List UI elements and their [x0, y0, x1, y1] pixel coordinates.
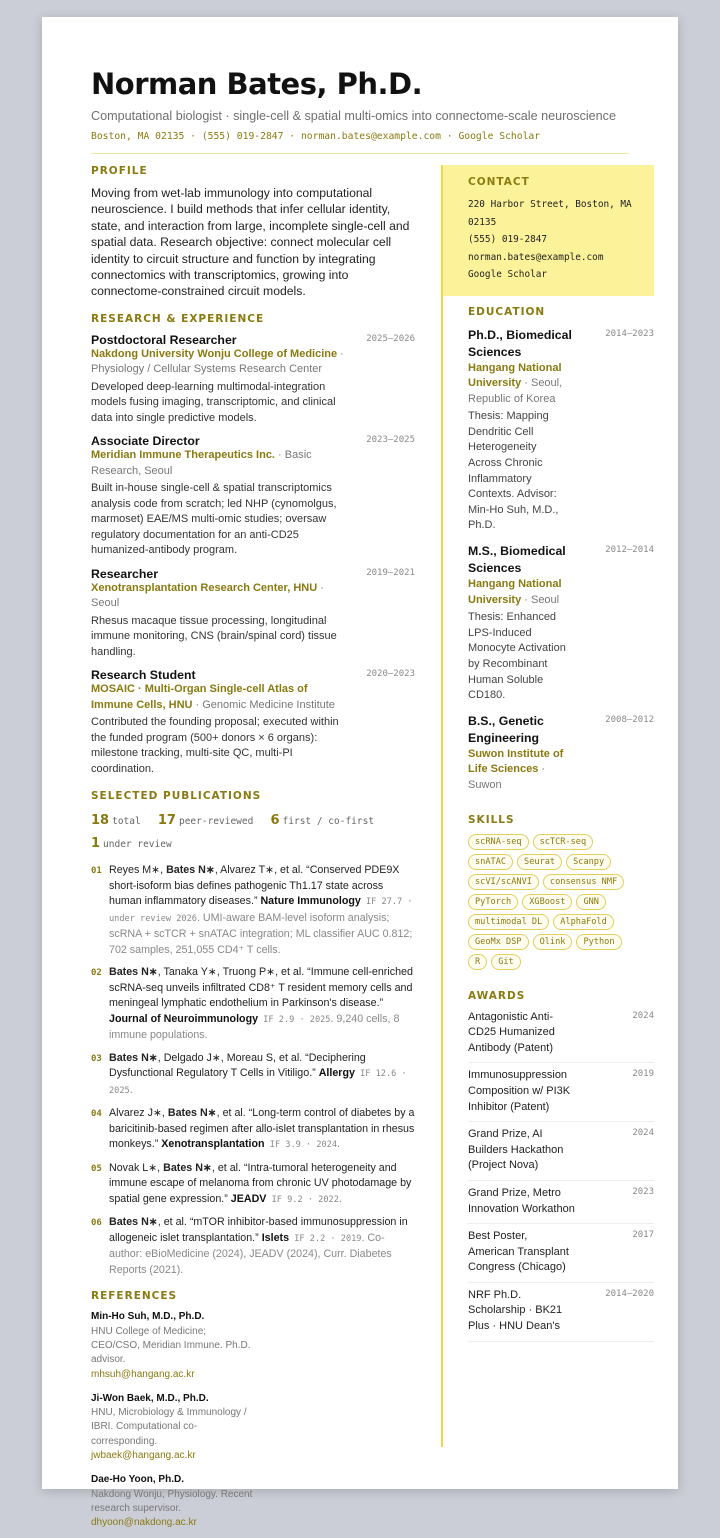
job-description: Developed deep-learning multimodal-integration models fusing imaging, transcriptomic, and clinical data into single predictive models.: [91, 380, 336, 424]
publication-item: [91, 1106, 415, 1154]
publication-meta: IF 2.9 · 2025: [258, 1014, 331, 1025]
candidate-name: Norman Bates, Ph.D.: [91, 67, 423, 101]
skill-tag: GNN: [576, 894, 606, 910]
publication-self-author: Bates N∗: [109, 1051, 158, 1064]
contact-email[interactable]: norman.bates@example.com: [468, 251, 604, 263]
organization-detail: · Physiology / Cellular Systems Research Center: [91, 347, 344, 376]
reference-entry: [91, 1473, 257, 1530]
skill-tag: snATAC: [468, 854, 513, 870]
job-entry: [91, 434, 415, 559]
resume-page: [42, 17, 678, 1529]
publication-meta: IF 9.2 · 2022: [266, 1194, 339, 1205]
skill-tag: PyTorch: [468, 894, 518, 910]
award-title: Best Poster, American Transplant Congress (Chicago): [468, 1230, 569, 1274]
publication-title: , et al. “mTOR inhibitor-based immunosuppression in allogeneic islet transplantation.”: [109, 1216, 408, 1244]
skill-tag: GeoMx DSP: [468, 934, 529, 950]
education-degree: B.S., Genetic Engineering: [468, 713, 544, 745]
publication-stats: [91, 810, 415, 856]
education-thesis: Thesis: Enhanced LPS-Induced Monocyte Activation by Recombinant Human Soluble CD180.: [468, 611, 566, 702]
publication-number: 01: [91, 866, 102, 877]
reference-email[interactable]: mhsuh@hangang.ac.kr: [91, 1368, 195, 1380]
award-title: Grand Prize, Metro Innovation Workathon: [468, 1186, 575, 1215]
stat-review-label: under review: [103, 839, 172, 851]
publication-journal: JEADV: [230, 1192, 267, 1205]
reference-description: HNU, Microbiology & Immunology / IBRI. Computational co-corresponding.: [91, 1407, 247, 1447]
job-title: Research Student: [91, 668, 196, 683]
award-year: 2014–2020: [605, 1288, 654, 1299]
skill-tag: multimodal DL: [468, 914, 549, 930]
reference-entry: [91, 1392, 257, 1463]
publication-item: [91, 1161, 415, 1209]
publication-journal: Nature Immunology: [260, 895, 361, 908]
award-year: 2024: [632, 1010, 654, 1021]
publication-meta: IF 2.2 · 2019: [289, 1233, 362, 1244]
references-heading: REFERENCES: [91, 1290, 178, 1303]
education-degree: Ph.D., Biomedical Sciences: [468, 327, 572, 359]
contact-heading: CONTACT: [468, 176, 530, 188]
publication-number: 03: [91, 1053, 102, 1064]
award-entry: [468, 1224, 654, 1283]
organization-detail: · Seoul: [91, 581, 324, 610]
award-entry: [468, 1063, 654, 1122]
reference-email[interactable]: dhyoon@nakdong.ac.kr: [91, 1517, 197, 1529]
experience-list: [91, 333, 415, 778]
education-institution: [468, 747, 572, 794]
job-title: Associate Director: [91, 434, 200, 449]
award-title: Immunosuppression Composition w/ PI3K Inhibitor (Patent): [468, 1069, 571, 1113]
organization-name: Nakdong University Wonju College of Medicine: [91, 347, 338, 360]
publication-number: 02: [91, 968, 102, 979]
award-list: [468, 1005, 654, 1342]
job-description: Rhesus macaque tissue processing, longitudinal immune monitoring, CNS (brain/spinal cord) tissue handling.: [91, 614, 337, 658]
skill-tag: AlphaFold: [553, 914, 614, 930]
education-dates: 2012–2014: [605, 545, 654, 556]
education-school: Suwon Institute of Life Sciences: [468, 747, 564, 776]
publication-journal: Islets: [261, 1231, 290, 1244]
publication-item: [91, 1215, 415, 1278]
job-organization: [91, 581, 349, 612]
tagline: Computational biologist · single-cell & spatial multi-omics into connectome-scale neuroscience: [91, 109, 616, 123]
education-thesis: Thesis: Mapping Dendritic Cell Heterogeneity Across Chronic Inflammatory Contexts. Advisor: Min-Ho Suh, M.D., Ph.D.: [468, 410, 559, 532]
education-entry: [468, 713, 654, 794]
job-organization: [91, 682, 349, 713]
education-dates: 2008–2012: [605, 714, 654, 725]
publication-self-author: Bates N∗: [166, 864, 215, 877]
stat-first-value: 6: [270, 813, 280, 829]
reference-list: [91, 1310, 415, 1530]
publication-title: , Delgado J∗, Moreau S, et al. “Deciphering Dysfunctional Regulatory T Cells in Vitiligo.”: [109, 1051, 366, 1080]
publication-number: 05: [91, 1163, 102, 1174]
job-dates: 2020–2023: [366, 669, 415, 680]
stat-peer-value: 17: [157, 813, 176, 829]
publication-list: [91, 863, 415, 1278]
publication-self-author: Bates N∗: [163, 1161, 212, 1174]
award-entry: [468, 1181, 654, 1224]
left-column: [91, 165, 415, 1531]
education-degree: M.S., Biomedical Sciences: [468, 544, 566, 576]
publication-meta: IF 3.9 · 2024: [264, 1140, 338, 1151]
job-title: Researcher: [91, 566, 158, 581]
skill-tag: Olink: [533, 934, 573, 950]
award-title: Grand Prize, AI Builders Hackathon (Project Nova): [468, 1128, 564, 1172]
award-year: 2023: [632, 1186, 654, 1197]
publication-title: , Tanaka Y∗, Truong P∗, et al. “Immune cell-enriched scRNA-seq unveils infiltrated CD8⁺ T resident memory cells and meningeal lymphatic endothelium in Parkinson's disease.”: [109, 966, 413, 1010]
job-entry: [91, 333, 415, 427]
publication-item: [91, 965, 415, 1044]
award-entry: [468, 1283, 654, 1342]
job-dates: 2023–2025: [366, 435, 415, 446]
organization-detail: · Genomic Medicine Institute: [192, 698, 335, 711]
publication-journal: Allergy: [318, 1067, 355, 1080]
publication-title: , et al. “Intra-tumoral heterogeneity and immune escape of melanoma from chronic UV photodamage by spatial gene expression.”: [109, 1161, 412, 1205]
stat-first-label: first / co-first: [282, 816, 375, 828]
skill-tag: consensus NMF: [543, 874, 624, 890]
publication-meta: IF 27.7 · under review 2026: [109, 897, 413, 924]
skill-tag: Python: [576, 934, 621, 950]
publication-note: . UMI-aware BAM-level isoform analysis; scRNA + scTCR + snATAC integration; ML classifier AUC 0.812; 702 samples, 251,055 CD4⁺ T cells.: [109, 911, 413, 956]
publications-heading: SELECTED PUBLICATIONS: [91, 790, 262, 803]
reference-entry: [91, 1310, 257, 1381]
education-institution: [468, 361, 572, 408]
publication-self-author: Bates N∗: [109, 966, 158, 979]
award-title: Antagonistic Anti-CD25 Humanized Antibody (Patent): [468, 1010, 555, 1054]
education-heading: EDUCATION: [468, 305, 546, 318]
publication-title: , Alvarez T∗, et al. “Conserved PDE9X short-isoform bias defines pathogenic Th1.17 state across human inflammatory diseases.”: [109, 864, 400, 908]
organization-name: MOSAIC · Multi-Organ Single-cell Atlas of Immune Cells, HNU: [91, 683, 308, 711]
reference-name: Ji-Won Baek, M.D., Ph.D.: [91, 1392, 209, 1404]
publication-authors-before: Novak L∗,: [109, 1161, 164, 1174]
award-title: NRF Ph.D. Scholarship · BK21 Plus · HNU Dean's: [468, 1288, 563, 1333]
organization-name: Meridian Immune Therapeutics Inc.: [91, 449, 275, 462]
contact-box: [443, 165, 654, 296]
publication-note: . Co-author: eBioMedicine (2024), JEADV (2024), Curr. Diabetes Reports (2021).: [109, 1231, 392, 1276]
skill-tag: R: [468, 954, 487, 970]
publication-meta: IF 12.6 · 2025: [109, 1069, 407, 1096]
publication-note: .: [129, 1083, 133, 1096]
publication-note: .: [338, 1192, 342, 1205]
publication-authors-before: Alvarez J∗,: [109, 1107, 168, 1120]
header-divider: [91, 153, 629, 154]
skill-tag: Seurat: [517, 854, 562, 870]
award-year: 2024: [632, 1128, 654, 1139]
job-dates: 2019–2021: [366, 567, 415, 578]
skill-tag: Git: [491, 954, 521, 970]
job-entry: [91, 668, 415, 777]
education-school: Hangang National University: [468, 361, 562, 390]
skill-tag: scVI/scANVI: [468, 874, 539, 890]
publication-item: [91, 1051, 415, 1100]
stat-total-label: total: [112, 816, 141, 828]
education-dates: 2014–2023: [605, 328, 654, 339]
skill-tag: XGBoost: [522, 894, 572, 910]
stat-peer-label: peer-reviewed: [178, 816, 254, 828]
publication-authors-before: Reyes M∗,: [109, 864, 167, 877]
publication-journal: Journal of Neuroimmunology: [109, 1012, 259, 1025]
award-year: 2017: [632, 1230, 654, 1241]
publication-number: 04: [91, 1109, 102, 1120]
stat-review-value: 1: [91, 836, 101, 852]
education-location: · Suwon: [468, 763, 546, 791]
education-location: · Seoul, Republic of Korea: [468, 377, 563, 405]
publication-self-author: Bates N∗: [167, 1107, 217, 1120]
reference-name: Min-Ho Suh, M.D., Ph.D.: [91, 1311, 205, 1323]
skill-tags: [468, 834, 628, 970]
experience-heading: RESEARCH & EXPERIENCE: [91, 312, 265, 325]
award-entry: [468, 1005, 654, 1064]
job-description: Contributed the founding proposal; executed within the funded program (500+ donors × 6 organs): milestone tracking, multi-site QC, multi-PI coordination.: [91, 716, 339, 775]
contact-phone[interactable]: (555) 019-2847: [468, 234, 548, 245]
skills-heading: SKILLS: [468, 813, 515, 826]
reference-description: HNU College of Medicine; CEO/CSO, Meridian Immune. Ph.D. advisor.: [91, 1325, 251, 1366]
job-dates: 2025–2026: [366, 333, 415, 344]
contact-scholar-link[interactable]: Google Scholar: [468, 269, 548, 280]
education-list: [468, 327, 654, 794]
job-organization: [91, 448, 349, 479]
awards-heading: AWARDS: [468, 989, 526, 1002]
publication-self-author: Bates N∗: [109, 1216, 158, 1229]
education-location: · Seoul: [521, 593, 560, 606]
header-contact-line: Boston, MA 02135 · (555) 019-2847 · norman.bates@example.com · Google Scholar: [91, 131, 541, 142]
education-entry: [468, 543, 654, 704]
job-title: Postdoctoral Researcher: [91, 332, 237, 347]
skill-tag: Scanpy: [566, 854, 611, 870]
publication-journal: Xenotransplantation: [161, 1138, 265, 1151]
contact-address: 220 Harbor Street, Boston, MA 02135: [468, 199, 632, 228]
job-entry: [91, 567, 415, 661]
skill-tag: scRNA-seq: [468, 834, 529, 850]
job-description: Built in-house single-cell & spatial transcriptomics analysis code from scratch; led NHP (cynomolgus, marmoset) EAE/MS multi-omic studies; oversaw regulatory documentation for an anti-CD25 humanized-antibody program.: [91, 482, 337, 557]
organization-name: Xenotransplantation Research Center, HNU: [91, 581, 318, 594]
publication-note: . 9,240 cells, 8 immune populations.: [109, 1012, 400, 1042]
job-organization: [91, 347, 349, 378]
publication-item: [91, 863, 415, 958]
skill-tag: scTCR-seq: [533, 834, 594, 850]
profile-heading: PROFILE: [91, 165, 148, 177]
stat-total-value: 18: [91, 813, 110, 829]
right-column: [443, 165, 654, 1342]
education-institution: [468, 577, 572, 608]
publication-title: , et al. “Long-term control of diabetes by a baricitinib-based regimen after allo-islet transplantation in rhesus monkeys.”: [109, 1107, 415, 1151]
reference-name: Dae-Ho Yoon, Ph.D.: [91, 1474, 184, 1486]
publication-number: 06: [91, 1218, 102, 1229]
profile-text: Moving from wet-lab immunology into computational neuroscience. I build methods that infer cellular identity, state, and interaction from large, incomplete single-cell and spatial data. Research objective: connect molecular cell identity to circuit structure and function by integrating connectomics with transcriptomics, growing into connectome-constrained circuit models.: [91, 186, 410, 299]
award-entry: [468, 1122, 654, 1181]
publication-note: .: [337, 1138, 341, 1151]
reference-email[interactable]: jwbaek@hangang.ac.kr: [91, 1450, 196, 1462]
award-year: 2019: [632, 1069, 654, 1080]
organization-detail: · Basic Research, Seoul: [91, 449, 312, 477]
reference-description: Nakdong Wonju, Physiology. Recent research supervisor.: [91, 1488, 253, 1514]
education-entry: [468, 327, 654, 535]
education-school: Hangang National University: [468, 578, 562, 606]
